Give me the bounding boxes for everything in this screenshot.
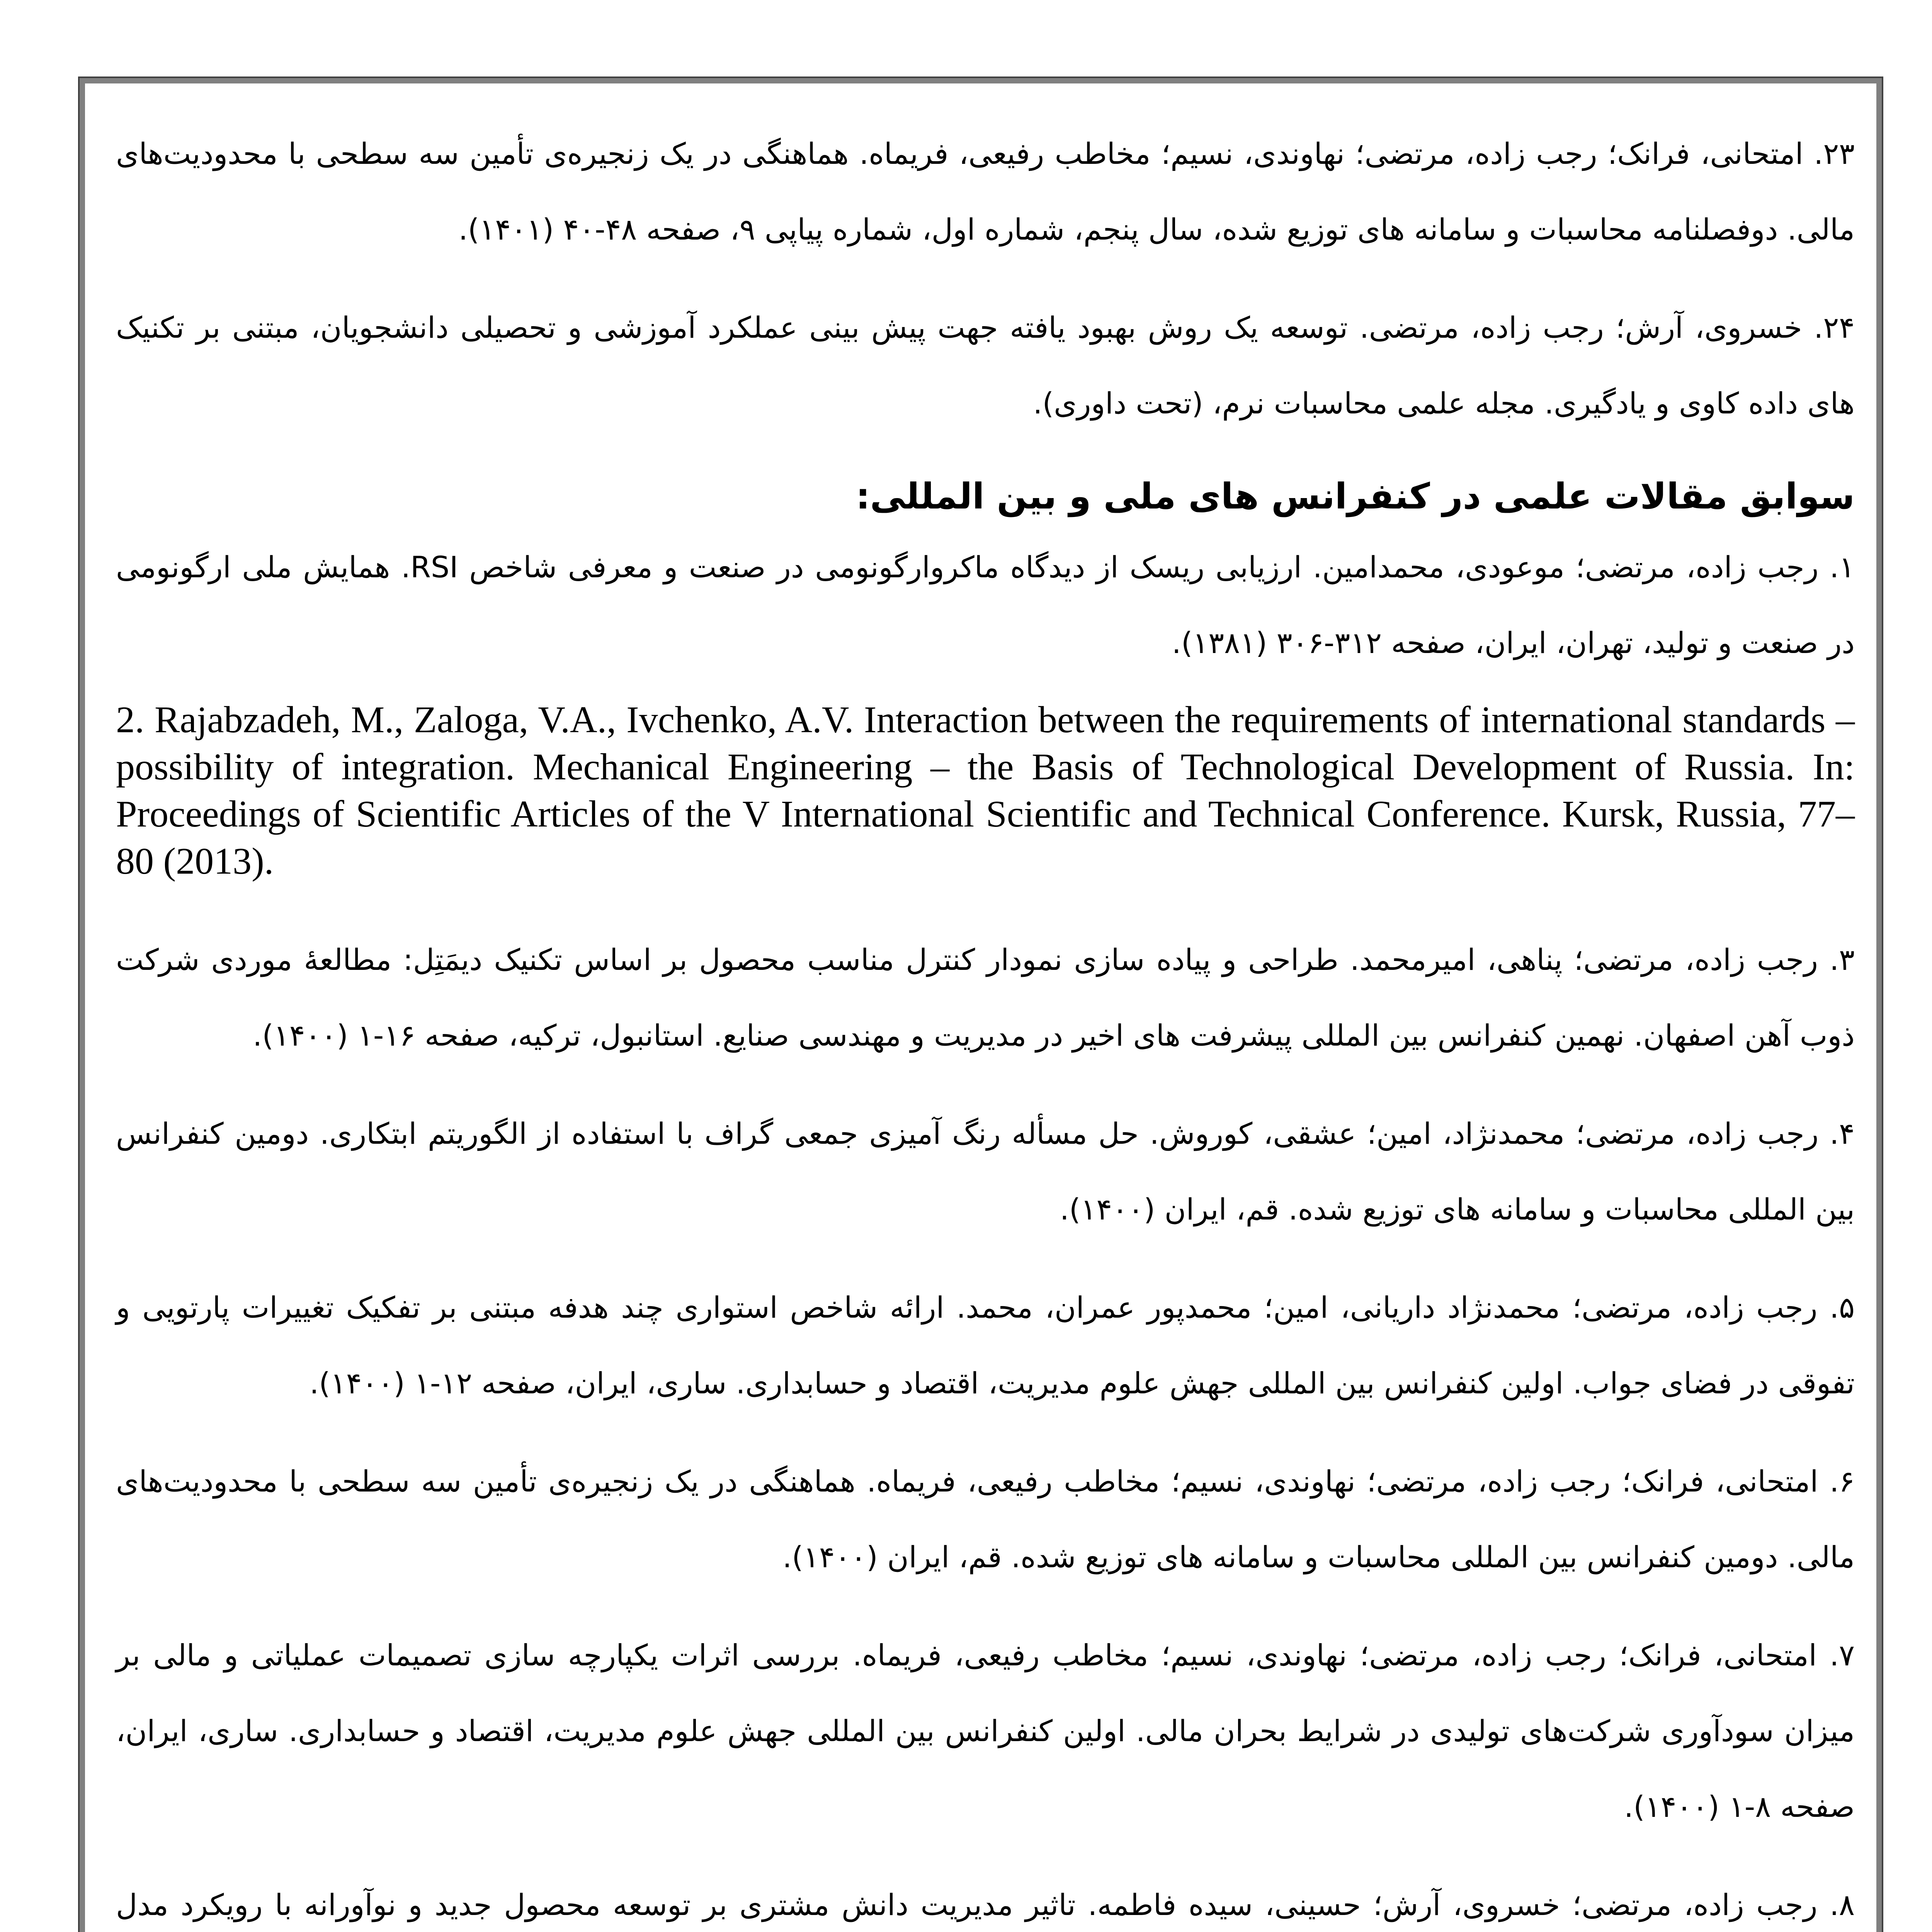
conference-ref-6: ۶. امتحانی، فرانک؛ رجب زاده، مرتضی؛ نهاوندی، نسیم؛ مخاطب رفیعی، فریماه. هماهنگی در یک زنجیره‌ی تأمین سه سطحی با محدودیت‌های مالی. دومین کنفرانس بین المللی محاسبات و سامانه های توزیع شده. قم، ایران (۱۴۰۰).: [116, 1464, 1855, 1574]
conference-ref-5: ۵. رجب زاده، مرتضی؛ محمدنژاد داریانی، امین؛ محمدپور عمران، محمد. ارائه شاخص استواری چند هدفه مبتنی بر تفکیک تغییرات پارتویی و تفوقی در فضای جواب. اولین کنفرانس بین المللی جهش علوم مدیریت، اقتصاد و حسابداری. ساری، ایران، صفحه ۱۲-۱ (۱۴۰۰).: [116, 1290, 1855, 1400]
document-body: [116, 116, 1855, 1932]
conference-ref-3: ۳. رجب زاده، مرتضی؛ پناهی، امیرمحمد. طراحی و پیاده سازی نمودار کنترل مناسب محصول بر اساس تکنیک دیمَتِل: مطالعۀ موردی شرکت ذوب آهن اصفهان. نهمین کنفرانس بین المللی پیشرفت های اخیر در مدیریت و مهندسی صنایع. استانبول، ترکیه، صفحه ۱۶-۱ (۱۴۰۰).: [116, 942, 1855, 1053]
conference-ref-2: 2. Rajabzadeh, M., Zaloga, V.A., Ivchenko, A.V. Interaction between the requirements of international standards – possibility of integration. Mechanical Engineering – the Basis of Technological Development of Russia. In: Proceedings of Scientific Articles of the V International Scientific and Technical Conference. Kursk, Russia, 77–80 (2013).: [116, 699, 1855, 882]
journal-ref-23: ۲۳. امتحانی، فرانک؛ رجب زاده، مرتضی؛ نهاوندی، نسیم؛ مخاطب رفیعی، فریماه. هماهنگی در یک زنجیره‌ی تأمین سه سطحی با محدودیت‌های مالی. دوفصلنامه محاسبات و سامانه های توزیع شده، سال پنجم، شماره اول، شماره پیاپی ۹، صفحه ۴۸-۴۰ (۱۴۰۱).: [116, 136, 1855, 247]
conference-ref-8: ۸. رجب زاده، مرتضی؛ خسروی، آرش؛ حسینی، سیده فاطمه. تاثیر مدیریت دانش مشتری بر توسعه محصول جدید و نوآورانه با رویکرد مدل: [116, 1888, 1855, 1922]
conference-ref-7: ۷. امتحانی، فرانک؛ رجب زاده، مرتضی؛ نهاوندی، نسیم؛ مخاطب رفیعی، فریماه. بررسی اثرات یکپارچه سازی تصمیمات عملیاتی و مالی بر میزان سودآوری شرکت‌های تولیدی در شرایط بحران مالی. اولین کنفرانس بین المللی جهش علوم مدیریت، اقتصاد و حسابداری. ساری، ایران، صفحه ۸-۱ (۱۴۰۰).: [116, 1638, 1855, 1824]
section-heading-conferences: سوابق مقالات علمی در کنفرانس های ملی و بین المللی:: [855, 476, 1855, 517]
journal-ref-24: ۲۴. خسروی، آرش؛ رجب زاده، مرتضی. توسعه یک روش بهبود یافته جهت پیش بینی عملکرد آموزشی و تحصیلی دانشجویان، مبتنی بر تکنیک های داده کاوی و یادگیری. مجله علمی محاسبات نرم، (تحت داوری).: [116, 310, 1855, 420]
conference-ref-4: ۴. رجب زاده، مرتضی؛ محمدنژاد، امین؛ عشقی، کوروش. حل مسأله رنگ آمیزی جمعی گراف با استفاده از الگوریتم ابتکاری. دومین کنفرانس بین المللی محاسبات و سامانه های توزیع شده. قم، ایران (۱۴۰۰).: [116, 1116, 1855, 1226]
conference-ref-1: ۱. رجب زاده، مرتضی؛ موعودی، محمدامین. ارزیابی ریسک از دیدگاه ماکروارگونومی در صنعت و معرفی شاخص RSI. همایش ملی ارگونومی در صنعت و تولید، تهران، ایران، صفحه ۳۱۲-۳۰۶ (۱۳۸۱).: [116, 550, 1855, 660]
